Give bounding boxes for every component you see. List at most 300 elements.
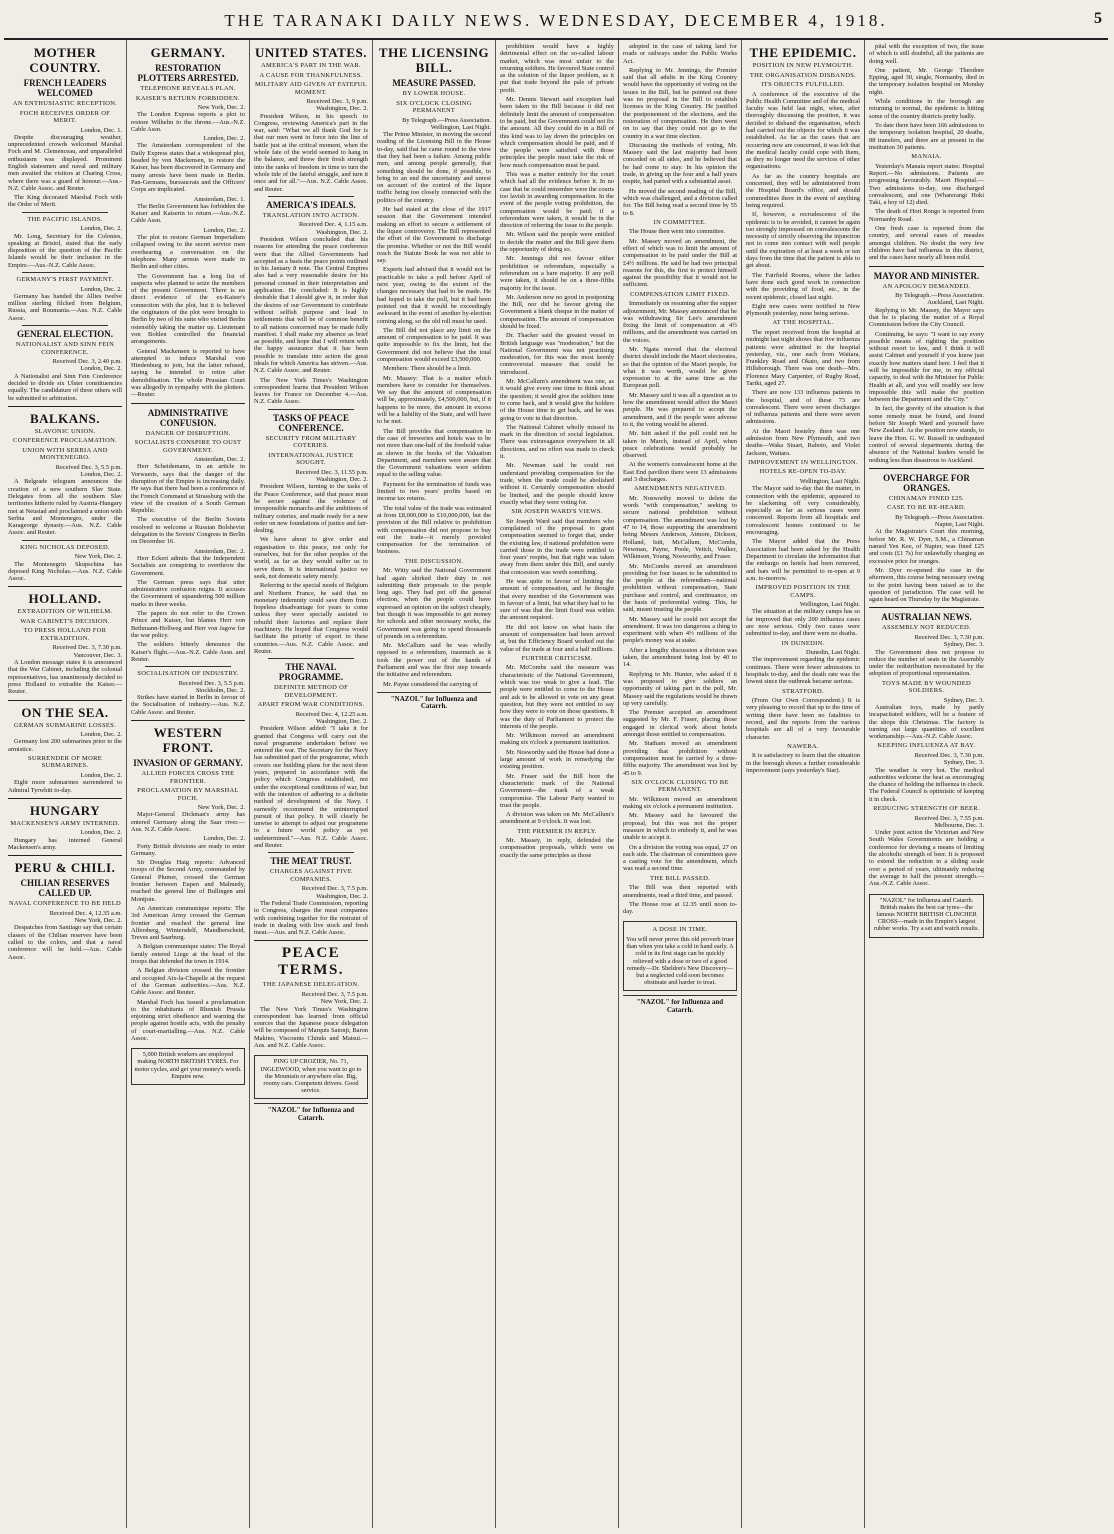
subhead: THE JAPANESE DELEGATION. [262, 981, 360, 989]
paragraph: The House then went into committee. [629, 228, 726, 236]
paragraph: Discussing the methods of voting, Mr. Massey said the last majority had been conceded on all sides, and he believed that he had come to stay. In his opinion the trade, in giving up the four and a half years respite, had parted with a substantial asset. [623, 141, 737, 186]
paragraph: Mr. Isitt asked if the poll could not be taken in March, instead of April, when peace celebrations would probably be observed. [623, 430, 737, 460]
paragraph: Sir Douglas Haig reports: Advanced troops of the Second Army, commanded by General Plumer, crossed the German frontier between Eupen and Malmedy, reached the general line of Bullingen and Montjoie. [131, 859, 245, 903]
paragraph: Germany lost 200 submarines prior to the armistice. [8, 738, 122, 753]
paragraph: Despatches from Santiago say that certain classes of the Chilian reserves have been called to the colors, and that a naval conference will be held.—Aus. Cable Assoc. [8, 924, 122, 961]
paragraph: One fresh case is reported from the country, and several cases of measles amongst children. No doubt the very few children have had influenza in this district, and the cases have nearly all been mild. [869, 225, 984, 262]
dateline: New York, Dec. 2. [197, 804, 245, 812]
paragraph: While conditions in the borough are returning to normal, the epidemic is hitting some of the country districts pretty badly. [869, 98, 984, 120]
subhead: SIX O'CLOCK CLOSING TO BE PERMANENT. [631, 778, 729, 794]
subhead: NAVAL CONFERENCE TO BE HELD [8, 900, 122, 908]
paragraph: The Fairfield Rooms, where the ladies have done such good work in connection with the providing of food, etc., in the recent epidemic, closed last night. [746, 271, 860, 301]
dateline: Received Dec. 3, 2.40 p.m. [52, 358, 122, 366]
dateline: Received Dec. 3, 9 p.m. [306, 98, 368, 105]
paragraph: Despite discouraging weather, unprecedented crowds welcomed Marshal Foch and M. Clemenceau, and unparalleled enthusiasm was displayed. Prominent English statesmen and naval and military men awaited the visitors at Charing Cross, where there was a guard of honour.—Aus.-N.Z. Cable Assoc. and Reuter. [8, 133, 122, 192]
paragraph: The Bill did not place any limit on the amount of compensation to be paid. It was quite impossible to fix the limit, but the Government did not believe that the total compensation would exceed £3,500,000. [377, 326, 491, 363]
dateline: Received Dec. 3, 7.5 p.m. [301, 885, 368, 893]
footer-ad: "NAZOL" for Influenza and Catarrh. [254, 1103, 368, 1122]
paragraph: The Montenegrin Skupschina has deposed King Nicholas.—Aus. N.Z. Cable Assoc. [8, 560, 122, 583]
ad-text: 5,000 British workers are employed making NORTH BRITISH TYRES. For motor cycles, and get your money's worth. Enquire now. [134, 1051, 242, 1080]
subhead: KING NICHOLAS DEPOSED. [20, 543, 110, 551]
dateline: Wellington, Last Night. [799, 477, 860, 485]
dateline: Received Dec. 4, 1.15 a.m. [298, 221, 368, 229]
paragraph: The report received from the hospital at midnight last night shows that five influenza patients were admitted to the hospital yesterday, viz., one each from Waitara, Frankley Road and Okato, and two from Hillsborough. There was one death—Mrs. Florence Mary Carpenter, of Rugby Road, Tariki, aged 27. [746, 328, 860, 387]
ad-text: PING UP CROZIER, No. 71, INGLEWOOD, when you want to go to the Mountain or anywhere else. Big, roomy cars. Competent drivers. Good service. [260, 1058, 362, 1095]
headline-mother-country: MOTHER COUNTRY. [29, 45, 101, 75]
paragraph: (From Our Own Correspondent.) It is very pleasing to record that up to the time of writing there have been no fatalities to record, and the reports from the various hospitals are all of a very favourable character. [746, 697, 860, 741]
paragraph: An American communique reports: The 3rd American Army crossed the German frontier and reached the general line Alfersberg, Wintersdelf, Mandherscheid, Treves and Saarburg. [131, 904, 245, 942]
subhead: AMERICA'S IDEALS. [266, 199, 356, 210]
dateline: Sydney, Dec. 3. [943, 696, 984, 704]
subhead: TRANSLATION INTO ACTION. [262, 211, 360, 219]
subhead: WAR CABINET'S DECISION. [20, 617, 110, 625]
paragraph: The total value of the trade was estimated at from £8,000,000 to £10,000,000, but the provision of the Bill relative to prohibition with compensation did not propose to buy out the trade—it merely provided compensation for the termination of business. [377, 504, 491, 556]
paragraph: Mr. Massey said he favoured the proposal, but this was not the proper measure in which to embody it, and he was unable to accept it. [623, 812, 737, 842]
ad-text: "NAZOL" for Influenza and Catarrh. British makes the best car tyres—the famous NORTH BRITISH CLINCHER CROSS—made in the Empire's largest rubber works. Try a set and watch results. [873, 896, 980, 933]
subhead: THE BILL PASSED. [649, 874, 711, 882]
dateline: Received Dec. 3, 7.30 p.m. [52, 644, 122, 652]
dateline: London, Dec. 2. [80, 225, 122, 233]
column-7 [742, 40, 865, 1528]
column-5 [496, 40, 619, 1528]
dateline: New York, Dec. 2. [74, 553, 122, 561]
paragraph: The Mayor added that the Press Association had been asked by the Health Department to circulate the information that the embargo on hotels had been removed, and bars will be permitted to re-open at 9 a.m. to-morrow. [746, 538, 860, 582]
dateline: Napier, Last Night. [934, 521, 984, 529]
paragraph: Payment for the termination of funds was limited to two years' profits based on income tax returns. [377, 480, 491, 503]
paragraph: He had stated at the close of the 1917 session that the Government intended making an effort to secure a settlement of the liquor controversy. The Bill represented the effort of the Government to discharge the promise. Whether or not the Bill would reach the Statute Book he was not able to say. [377, 206, 491, 265]
subhead: KEEPING INFLUENZA AT BAY. [877, 742, 976, 750]
paragraph: Mr. McCombs said the measure was characteristic of the National Government, which was too weak to give a lead. The people were entitled to come to the House and ask to be allowed to vote on any great question, but they were not entitled to say how they were to vote on those questions. It was the duty of Parliament to protect the interests of the people. [500, 664, 614, 730]
paragraph: Marshal Foch has issued a proclamation to the inhabitants of Rhenish Prussia enjoining strict obedience and warning the people against hostile acts, with the penalty of court-martialling.—Aus. N.Z. Cable Assoc. [131, 998, 245, 1042]
paragraph: After a lengthy discussion a division was taken, the amendment being lost by 40 to 14. [623, 646, 737, 669]
divider [22, 325, 108, 326]
subhead: SOCIALISTS CONSPIRE TO OUST GOVERNMENT. [134, 439, 242, 454]
paragraph: Mr. Wilkinson moved an amendment making six o'clock a permanent institution. [500, 732, 614, 747]
divider [268, 196, 354, 197]
divider [8, 406, 122, 407]
dateline: Received Dec. 3, 5.5 p.m. [178, 679, 245, 687]
paragraph: Strikes have started in Berlin in favour of the Socialisation of industry.—Aus. N.Z. Cable Assoc. and Reuter. [131, 694, 245, 716]
paragraph: President Wilson, turning to the tasks of the Peace Conference, said that peace must be secure against the violence of irresponsible monarchs and the ambitions of military coteries, and made ready for a new order on new foundations of justice and fair-dealing. [254, 483, 368, 535]
subhead: TOYS MADE BY WOUNDED SOLDIERS. [881, 679, 972, 695]
subhead: MAYOR AND MINISTER. [873, 270, 980, 281]
subhead: SURRENDER OF MORE SUBMARINES. [27, 754, 103, 770]
paragraph: To date there have been 166 admissions to the temporary isolation hospital, 20 deaths, 88 transfers, and there are at present in the institution 30 patients. [869, 121, 984, 151]
paragraph: The Bill provides that compensation in the case of breweries and hotels was to be not more than one-half of the freehold value as shown in the books of the Valuation Department, and members were aware that the Government valuations were seldom equal to the selling value. [377, 427, 491, 479]
paragraph: The weather is very hot. The medical authorities welcome the heat as encouraging the chance of holding the influenza in check. The Federal Council is optimistic of keeping it in check. [869, 766, 984, 803]
dateline: Sydney, Dec. 3. [943, 759, 984, 767]
subhead: MANAIA. [911, 153, 942, 161]
paragraph: Replying to Mr. Jennings, the Premier said that all adults in the King Country would have the opportunity of voting on the issues in the Bill, but he pointed out there was no proposal in the Bill to establish licenses in the King Country. He justified the postponement of the elections, and the restoration of compensation. He then went on to say that they could not go to the country in a war time election. [623, 66, 737, 140]
subhead: STRATFORD. [782, 687, 824, 695]
subhead: AN APOLOGY DEMANDED. [882, 282, 971, 290]
headline-holland: HOLLAND. [28, 591, 102, 607]
paragraph: At the women's convalescent home at the East End pavilion there were 13 admissions and 3 discharges. [623, 461, 737, 484]
paragraph: One patient, Mr. George Theodore Epping, aged 30, single, Normanby, died in the temporary isolation hospital on Monday night. [869, 66, 984, 96]
dateline: London, Dec. 2. [80, 771, 122, 779]
subhead: GERMAN SUBMARINE LOSSES. [13, 721, 116, 729]
paragraph: Mr. McCallum's amendment was one, as it would give every one time to think about the question; it would give the soldiers time to come back, and it would give the holders of the House time to get back, and he was going to vote in that direction. [500, 378, 614, 422]
footer-ad: "NAZOL" for Influenza and Catarrh. [623, 995, 737, 1014]
paragraph: A London message states it is announced that the War Cabinet, including the colonial representatives, has unanimously decided to press Holland to extradite the Kaiser.—Reuter. [8, 659, 122, 696]
dateline: London, Dec. 2. [203, 226, 245, 234]
subhead: BY LOWER HOUSE. [402, 90, 466, 97]
column-2 [127, 40, 250, 1528]
subhead: ADMINISTRATIVE CONFUSION. [147, 407, 229, 428]
paragraph: This was a matter entirely for the court which had all the evidence before it. In no case that he could remember were the courts too lavish in awarding compensation. In the event of the people voting prohibition, the compensation would be paid; if a referendum were taken, it would be in the direction of referring the issue to the people. [500, 171, 614, 230]
paragraph: Mr. Ngata moved that the electoral district should include the Maori electorates, so that the opinion of the Maori people, for what it was worth, would be given expression to at the same time as the European poll. [623, 345, 737, 390]
divider [8, 798, 122, 799]
dateline: Amsterdam, Dec. 2. [193, 547, 245, 555]
subhead: SIX O'CLOCK CLOSING PERMANENT [396, 99, 472, 114]
paragraph: The papers do not refer to the Crown Prince and Kaiser, but blames Herr von Bethmann-Hollweg and Herr von Jagow for the war policy. [131, 610, 245, 639]
dateline: By Telegraph.—Press Association. [402, 116, 491, 124]
paragraph: Germany has handed the Allies twelve million sterling filched from Belgium, Russia, and Roumania.—Aus. N.Z. Cable Assoc. [8, 292, 122, 322]
divider [8, 586, 122, 587]
dateline: Received Dec. 3, 7.5 p.m. [301, 990, 368, 998]
footer-ad: "NAZOL" for Influenza and Catarrh. [377, 692, 491, 711]
paragraph: The situation at the military camps has so far improved that only 200 influenza cases are now serious. Only two cases were submitted to-day, and there were no deaths. [746, 608, 860, 638]
advertisement-nazol-tyres [869, 894, 984, 938]
subhead: THE NAVAL PROGRAMME. [278, 662, 344, 683]
subhead: UNION WITH SERBIA AND MONTENEGRO. [22, 446, 108, 462]
headline-western-front: WESTERN FRONT. [153, 725, 223, 756]
paragraph: Mr. Massey said he could not accept the amendment. It was too dangerous a thing to experiment with when 4½ millions of the people's money was at stake. [623, 615, 737, 645]
dateline: New York, Dec. 2. [197, 104, 245, 111]
paragraph: Yesterday's Manaia report states: Hospital Report.—No admissions. Patients are progressing favourably. Maori Hospital.—Two admissions to-day, one discharged convalescent, and one (Wharerangi Hoki Taki, a boy of 12) died. [869, 162, 984, 207]
subhead: THE ORGANISATION DISBANDS. [749, 71, 857, 79]
subhead: REDUCING STRENGTH OF BEER. [873, 805, 980, 813]
paragraph: Eight more submarines surrendered to Admiral Tyrwhitt to-day. [8, 779, 122, 794]
subhead: AMENDMENTS NEGATIVED. [633, 485, 727, 493]
subhead: SLAVONIC UNION. [34, 427, 96, 435]
paragraph: Herr Scheidemann, in an article in Vorwaerts, says that the danger of the disruption of the Empire is increasing daily. He says that there had been a conference of the French Command at Strassburg with the view of the creation of a South German Republic. [131, 463, 245, 515]
subhead: THE PREMIER IN REPLY. [517, 827, 597, 835]
paragraph: Mr. Nosworthy moved to delete the words "with compensation," seeking to secure national prohibition without compensation. The amendment was lost by 47 to 14, those supporting the amendment being Messrs Anderson, Atmore, Dickson, Holland, Isitt, McCallum, McCombs, Newman, Payne, Poole, Veitch, Walker, Wilkinson, Young, Nosworthy, and Fraser. [623, 494, 737, 561]
paragraph: Eight new cases were notified in New Plymouth yesterday, none being serious. [746, 302, 860, 318]
paragraph: At the Magistrate's Court this morning, before Mr. R. W. Dyer, S.M., a Chinaman named Yen Kee, of Napier, was fined £25 and costs (£1 7s) for unlawfully charging an excessive price for oranges. [869, 528, 984, 565]
divider [22, 212, 108, 213]
paragraph: Forty British divisions are ready to enter Germany. [131, 842, 245, 857]
subhead: AUSTRALIAN NEWS. [881, 612, 972, 623]
paragraph: Mr. Long, Secretary for the Colonies, speaking at Bristol, stated that the early disposition of the question of the Pacific Islands would be their inclusion in the Empire.—Aus.-N.Z. Cable Assoc. [8, 232, 122, 269]
paragraph: The National Cabinet wholly missed its mark in the direction of social legislation. There was extravagance everywhere in all directions, and no effort was made to check it. [500, 423, 614, 461]
subhead: FRENCH LEADERS WELCOMED [23, 78, 107, 98]
paragraph: Dr. Thacker said the greatest vessel in British language was "moderation," but the National Government was not practising moderation, for this was the most keenly controversial measure that could be introduced. [500, 332, 614, 376]
divider [145, 666, 231, 667]
subhead: CONFERENCE PROCLAMATION. [13, 437, 117, 445]
divider [268, 852, 354, 853]
headline-balkans: BALKANS. [29, 410, 101, 426]
subhead: SOCIALISATION OF INDUSTRY. [137, 670, 239, 678]
subhead: COMPENSATION LIMIT FIXED. [630, 290, 730, 298]
paragraph: Mr. Massey said it was all a question as to how the amendment would affect the Maori people. He was prepared to accept the amendment, and if the people were adverse to it, the voting would be altered. [623, 391, 737, 428]
subhead: CASE TO BE RE-HEARD. [887, 504, 966, 512]
column-8 [865, 40, 988, 1528]
paragraph: The Federal Trade Commission, reporting to Congress, charges the meat companies with combining together for the restraint of trade in dealing with live stock and fresh meat.—Aus. and N.Z. Cable Assoc. [254, 899, 368, 937]
paragraph: A Belgrade telegram announces the creation of a new southern Slav State. Delegates from all the southern Slav territories hitherto ruled by Austria-Hungary met at Neustad and proclaimed a union with Serbia and Montenegro, under the Karageorge dynasty.—Aus. N.Z. Cable Assoc. and Reuter. [8, 478, 122, 537]
paragraph: Hungary has interned General Mackensen's army. [8, 836, 122, 851]
paragraph: In fact, the gravity of the situation is that some remedy must be found, and found before Sir Joseph Ward and yourself have New Zealand. As the position now stands, to leave the Hon. G. W. Russell in undisputed control of several departments during the absence of the National leaders would be nothing less than disastrous to Auckland. [869, 405, 984, 464]
paragraph: The Premier accepted an amendment suggested by Mr. F. Fraser, placing those engaged in clerical work about hotels amongst those entitled to compensation. [623, 709, 737, 739]
paragraph: The New York Times's Washington correspondent learns that President Wilson leaves for France on December 4.—Aus. N.Z. Cable Assoc. [254, 376, 368, 406]
paragraph: Mr. Wilson said the people were entitled to decide the matter and the Bill gave them the opportunity of doing so. [500, 231, 614, 254]
dateline: Stockholm, Dec. 2. [195, 686, 245, 694]
dateline: Received Dec. 3, 7.30 p.m. [914, 633, 984, 641]
paragraph: Members: There should be a limit. [383, 365, 472, 373]
subhead: ASSEMBLY NOT REDUCED. [882, 624, 971, 632]
divider [268, 658, 354, 659]
paragraph: President Wilson concluded that his reasons for attending the peace conference were that the Allied Governments had accepted as a basis the peace points outlined in his January 8 note. The Central Empires also had a very reasonable desire for his personal counsel in their interpretation and application. He concluded: It is highly desirable that I should give it, in order that the desires of our Government to contribute without selfish purpose and lead to settlements that will be of common benefit to all nations concerned may be made fully manifest. I shall make my absence as brief as possible, and hope that I will return with the happy assurance that it has been possible to translate into action the great ideals for which America has striven.—Aus. N.Z. Cable Assoc. and Reuter. [254, 235, 368, 375]
divider [869, 468, 984, 469]
paragraph: The New York Times's Washington correspondent has learned from official sources that the Japanese peace delegation will be composed of Marquis Saionji, Baron Makino, Viscounts Chinda and Matsui.—Aus. and N.Z. Cable Assoc. [254, 1005, 368, 1049]
dateline: London, Dec. 2. [80, 365, 122, 373]
subhead: DANGER OF DISRUPTION. [145, 429, 231, 437]
paragraph: The House rose at 12.35 until noon to-day. [623, 900, 737, 916]
paragraph: The Mayor said to-day that the matter, in connection with the epidemic, appeared to be slackening off very considerably, especially as far as serious cases were concerned. Reports from all hospitals and convalescent homes continued to be encouraging. [746, 485, 860, 537]
divider [254, 940, 368, 941]
headline-hungary: HUNGARY [29, 802, 101, 818]
paragraph: The King decorated Marshal Foch with the Order of Merit. [8, 194, 122, 209]
advertisement-dose [623, 921, 737, 991]
paragraph: Mr. Massey: That is a matter which members have to consider for themselves. We say that the amount of compensation will be, approximately, £4,500,000, but, if it happens to be more, the amount in excess will be a liability of the State, and will have to be met. [377, 374, 491, 426]
page-number: 5 [1094, 10, 1102, 27]
headline-on-the-sea: ON THE SEA. [21, 704, 109, 720]
dateline: Sydney, Dec. 3. [943, 641, 984, 649]
dateline: London, Dec. 2. [80, 471, 122, 479]
paragraph: Replying to Mr. Massey, the Mayor says that he is placing the matter of a Royal Commission before the City Council. [869, 306, 984, 329]
paragraph: Mr. Nosworthy said the House had done a large amount of work in remedying the existing position. [500, 748, 614, 771]
dateline: Washington, Dec. 2. [316, 105, 368, 113]
advertisement-crozier [254, 1055, 368, 1099]
column-1 [4, 40, 127, 1528]
paragraph: There are now 133 influenza patients in the hospital, and of these 73 are convalescent. There were seven discharges of influenza patients and there were seven admissions. [746, 389, 860, 426]
subhead: IMPROVED POSITION IN THE CAMPS. [755, 584, 851, 599]
paragraph: prohibition would have a highly detrimental effect on the so-called labour market, which was most unfair to the returning soldiers. He favoured State control as the solution of the liquor problem, as it put that trade beyond the pale of private profit. [500, 43, 614, 94]
subhead: FURTHER CRITICISM. [521, 654, 593, 662]
subhead: CHINAMAN FINED £25. [888, 494, 965, 502]
paragraph: Mr. Newman said he could not understand providing compensation for the trade, when the trade could be abolished without it. Certainly compensation should be limited, and the people should know exactly what they were voting for. [500, 462, 614, 506]
dateline: London, Dec. 2. [80, 829, 122, 837]
divider [22, 272, 108, 273]
paragraph: Mr. McCombs moved an amendment providing for four issues to be submitted to the people at the referendum—national prohibition without compensation, State purchase and control, and continuance, on the basis of preferential voting. This, he said, meant trusting the people. [623, 562, 737, 614]
dateline: By Telegraph.—Press Association. [895, 513, 984, 521]
dateline: By Telegraph.—Press Association. [895, 292, 984, 300]
subhead: DEFINITE METHOD OF DEVELOPMENT. [273, 684, 348, 699]
dateline: Received Dec. 3, 11.55 p.m. [295, 468, 368, 476]
paragraph: It is satisfactory to learn that the situation in the borough shows a further considerable improvement (says yesterday's Star). [746, 752, 860, 774]
subhead: NAWERA. [787, 742, 819, 750]
paragraph: Replying to Mr. Hunter, who asked if it was proposed to give soldiers an opportunity of taking part in the poll, Mr. Massey said the regulations would be drawn up very carefully. [623, 670, 737, 707]
dateline: London, Dec. 2. [203, 135, 245, 143]
paragraph: Major-General Dickman's army has entered Germany along the Saar river.—Aus. N.Z. Cable Assoc. [131, 811, 245, 833]
paragraph: He moved the second reading of the Bill, which was challenged, and a division called for. The Bill being read a second time by 55 to 8. [623, 187, 737, 217]
paragraph: We have about to give order and organisation to this peace, not only for ourselves, but for the other peoples of the world, as far as they would suffer us to serve them. It is international justice we seek, not domestic safety merely. [254, 536, 368, 580]
headline-epidemic: THE EPIDEMIC. [749, 45, 857, 60]
column-6 [619, 40, 742, 1528]
dateline: Received Dec. 3, 7.55 p.m. [914, 814, 984, 822]
subhead: ITS OBJECTS FULFILLED. [761, 81, 845, 88]
paragraph: The death of Hori Rongo is reported from Normanby Road. [869, 208, 984, 223]
subhead: THE PACIFIC ISLANDS. [27, 215, 103, 223]
advertisement-tyres [131, 1048, 245, 1085]
divider [268, 409, 354, 410]
divider [131, 720, 245, 721]
paragraph: The Prime Minister, in moving the second reading of the Licensing Bill in the House to-day, said that he came round to the view that they had been a failure. Among public men, and among people generally, that something should be done, if possible, to bring to an end the uncertainty and unrest on account of the control of the liquor traffic being too closely connected with the politics of the country. [377, 131, 491, 204]
dateline: Vancouver, Dec. 3. [73, 651, 122, 659]
paragraph: Mr. Massey, in reply, defended the compensation proposals, which were on exactly the same principles as those [500, 837, 614, 859]
paragraph: President Wilson, in his speech to Congress, reviewing America's part in the war, said: "What we all thank God for is that our men went in force into the line of battle just at the critical moment, when the whole fate of the world seemed to hang in the balance, and threw their fresh strength into the ranks of freedom in time to turn the whole tide of the fateful struggle, and turn it once and for all."—Aus. N.Z. Cable Assoc. and Reuter. [254, 112, 368, 193]
subhead: SIR JOSEPH WARD'S VIEWS. [511, 508, 603, 516]
dateline: London, Dec. 2. [203, 835, 245, 843]
divider [8, 700, 122, 701]
paragraph: Australian toys, made by partly incapacitated soldiers, will be a feature of the shops this Christmas. The factory is turning out large quantities of excellent workmanship.—Aus.-N.Z. Cable Assoc. [869, 703, 984, 741]
subhead: AT THE HOSPITAL. [772, 319, 834, 327]
paragraph: General Mackensen is reported to have attempted to induce Marshal von Hindenburg to join, but the latter refused, saying he intended to retire after demobilisation. The whole Prussian Court was allegedly in sympathy with the plotters.—Reuter. [131, 347, 245, 399]
dateline: Washington, Dec. 2. [316, 476, 368, 484]
paragraph: Mr. Payne considered the carrying of [383, 680, 478, 688]
dateline: Washington, Dec. 2. [316, 228, 368, 236]
paragraph: A Belgian division crossed the frontier and occupied Aix-la-Chapelle at the request of the German authorities.—Aus. N.Z. Cable Assoc. and Reuter. [131, 967, 245, 997]
subhead: TASKS OF PEACE CONFERENCE. [272, 412, 349, 433]
dateline: London, Dec. 2. [80, 285, 122, 293]
dateline: Received Dec. 4, 12.25 a.m. [295, 710, 368, 718]
paragraph: The executive of the Berlin Soviets resolved to welcome a Russian Bolshevist delegation to the Soviets' Congress in Berlin on December 16. [131, 516, 245, 546]
paragraph: pital with the exception of two, the issue of which is still doubtful, all the patients are doing well. [869, 43, 984, 65]
paragraph: Sir Joseph Ward said that members who complained of the proposal to grant compensation seemed to forget that, under the existing law, if national prohibition were carried those in the trade were entitled to four years' respite, but that right was taken away from them under this Bill, and surely that concession was worth something. [500, 517, 614, 576]
dateline: Washington, Dec. 2. [316, 892, 368, 900]
subhead: THE MEAT TRUST. [270, 856, 352, 867]
paragraph: At the Maori hostelry there was one admission from New Plymouth, and two deaths—Waka Stuart, Raboto, and Violet Jackson, Waitara. [746, 427, 860, 457]
paragraph: The Government has a long list of suspects who planned to seize the members of the present Government. There is no direct evidence of the ex-Kaiser's connection with the plot, but it is believed the originators of the plot were brought to Berlin by two of his suite who visited Berlin ostensibly taking the matter up. Lieutenant von Bohlen controlled the financial arrangements. [131, 272, 245, 346]
paragraph: Mr. McCallum said he was wholly opposed to a referendum, inasmuch as it took the power out of the hands of Parliament and was the first step towards the initiative and referendum. [377, 642, 491, 679]
subhead: ALLIED FORCES CROSS THE FRONTIER. [141, 770, 235, 785]
paragraph: The Government does not propose to reduce the number of seats in the Assembly under the redistribution necessitated by the adoption of proportional representation. [869, 648, 984, 678]
paragraph: The Bill was then reported with amendments, read a third time, and passed. [623, 884, 737, 899]
subhead: PROCLAMATION BY MARSHAL FOCH. [137, 787, 239, 802]
paragraph: As far as the country hospitals are concerned, they will be administered from the Hospital Board's office, and should commodities there in the event of anything being required. [746, 172, 860, 209]
subhead: MILITARY AID GIVEN AT FATEFUL MOMENT. [254, 81, 368, 96]
paragraph: President Wilson added: "I take it for granted that Congress will carry out the naval programme undertaken before we entered the war. The Secretary for the Navy has submitted part of the programme, which covers our building plans for the next three years, prepared in accordance with the policy which Congress established, not under the exceptional conditions of war, but with the intention of adhering to a definite method of development of the Navy. I earnestly recommend the uninterrupted pursuit of that policy. It will clearly be unwise to attempt to adjust our programme to a future world policy as yet undetermined."—Aus. N.Z. Cable Assoc. and Reuter. [254, 725, 368, 850]
dateline: Washington, Dec. 2. [316, 718, 368, 725]
subhead: EXTRADITION OF WILHELM. [17, 608, 113, 616]
dateline: Received Dec. 3, 7.30 p.m. [914, 751, 984, 759]
subhead: CHILIAN RESERVES CALLED UP. [20, 878, 110, 899]
divider [22, 540, 108, 541]
dateline: New York, Dec. 2. [320, 998, 368, 1006]
subhead: OVERCHARGE FOR ORANGES. [883, 472, 970, 493]
subhead: GERMANY'S FIRST PAYMENT. [16, 276, 114, 284]
dateline: Amsterdam, Dec. 2. [193, 456, 245, 464]
paragraph: The soldiers bitterly denounce the Kaiser's flight.—Aus.-N.Z. Cable Assn. and Reuter. [131, 641, 245, 663]
paragraph: A Nationalist and Sinn Fein Conference decided to divide six Ulster constituencies equally. The candidature of three others will be submitted to arbitration. [8, 372, 122, 402]
column-3 [250, 40, 373, 1528]
paragraph: Mr. Massey moved an amendment, the effect of which was to limit the amount of compensation to be paid under the Bill at £4½ millions. He said he had two principal reasons for this, the first to protect himself against the possibility that it would not be sufficient. [623, 237, 737, 289]
subhead: IMPROVEMENT IN WELLINGTON. [748, 458, 858, 466]
subhead: INVASION OF GERMANY. [133, 758, 243, 769]
paragraph: Mr. Dennis Stewart said exception had been taken to the Bill because it did not definitely limit the amount of compensation to be paid, but the Government could not fix the amount. All they could do in a Bill of this kind was to lay down the principles on which compensation should be paid, and if the people were satisfied with those principles the people must take the risk of how much compensation must be paid. [500, 96, 614, 169]
dateline: London, Dec. 1. [80, 126, 122, 134]
subhead: NATIONALIST AND SINN FEIN CONFERENCE. [15, 341, 115, 356]
dateline: Dunedin, Last Night. [806, 649, 860, 657]
column-4 [373, 40, 496, 1528]
subhead: MACKENSEN'S ARMY INTERNED. [10, 819, 120, 827]
subhead: POSITION IN NEW PLYMOUTH. [752, 62, 854, 69]
paragraph: A division was taken on Mr. McCallum's amendment at 9 o'clock. It was lost. [500, 811, 614, 826]
subhead: GENERAL ELECTION. [16, 329, 114, 340]
subhead: SECURITY FROM MILITARY COTERIES. [265, 434, 357, 450]
masthead-title: THE TARANAKI DAILY NEWS. WEDNESDAY, DECEMBER 4, 1918. [224, 11, 888, 30]
paragraph: Mr. Witty said the National Government had again shirked their duty in not submitting their proposals to the people long ago. They had put off the general election, when the people could have expressed an opinion on the subject cheaply, but though it was impossible to get money for schools and other necessary works, the Government was going to spend thousands of pounds on a referendum. [377, 567, 491, 640]
paragraph: A Belgian communique states: The Royal family entered Liege at the head of the troops that defended the town in 1914. [131, 943, 245, 966]
ad-text: You will never prove this old proverb truer than when you take a cold in hand early. A cold in its first stage can be quickly relieved with a dose or two of a good remedy—Dr. Sheldon's New Discovery—but a neglected cold soon becomes obstinate and harder to treat. [626, 935, 734, 987]
paragraph: Under joint action the Victorian and New South Wales Governments are holding a conference for devising a means of limiting the alcoholic strength of beer. It is proposed to extend the reduction in a sliding scale over a period of years, ultimately reducing the average to half the present strength.—Aus.-N.Z. Cable Assoc. [869, 829, 984, 888]
headline-peru-chili: PERU & CHILI. [14, 860, 116, 876]
paragraph: The Berlin Government has forbidden the Kaiser and Kaiserin to return.—Aus.-N.Z. Cable Assn. [131, 202, 245, 225]
subhead: TELEPHONE REVEALS PLAN. [140, 85, 236, 92]
paragraph: If, however, a recrudescence of the epidemic is to be avoided, it cannot be again too strongly impressed on convalescents the necessity of strictly observing the injunction not to come into contact with well people until the expiration of at least a week or ten days from the time that the patient is able to get about. [746, 211, 860, 270]
paragraph: He was quite in favour of limiting the amount of compensation, and he thought that every member of the Government was in favour of a limit, but what they had to be sure of was that the limit fixed was within the amount required. [500, 577, 614, 622]
divider [131, 403, 245, 404]
paragraph: Mr. Anderson now no good in postponing the Bill, nor did he favour giving the Government a blank cheque in the matter of compensation. The amount of compensation should be fixed. [500, 293, 614, 330]
subhead: A DOSE IN TIME. [652, 926, 708, 934]
paragraph: A conference of the executive of the Public Health Committee and of the medical faculty was held last night, when, after thoroughly discussing the position, it was decided to disband the organisation, which had carried out the objects for which it was established. As far as the cases that are occurring now are concerned, it was felt that the medical faculty could cope with them, as they no longer need the services of other organisations. [746, 90, 860, 171]
headline-germany: GERMANY. [150, 45, 226, 60]
headline-peace-terms: PEACE TERMS. [277, 945, 345, 979]
subhead: THE DISCUSSION. [404, 557, 464, 565]
divider [869, 266, 984, 267]
columns [4, 40, 1108, 1528]
dateline: Received Dec. 4, 12.35 a.m. [49, 909, 122, 917]
dateline: Amsterdam, Dec. 1. [193, 195, 245, 203]
paragraph: The German press says that utter administrative confusion reigns. It accuses the Government of squandering 500 million marks in three weeks. [131, 578, 245, 608]
dateline: Wellington, Last Night. [799, 601, 860, 609]
dateline: Received Dec. 3, 5.5 p.m. [55, 463, 122, 471]
divider [869, 607, 984, 608]
subhead: KAISER'S RETURN FORBIDDEN. [135, 94, 241, 102]
subhead: APART FROM WAR CONDITIONS. [257, 701, 365, 709]
subhead: TO PRESS HOLLAND FOR EXTRADITION. [23, 627, 107, 642]
paragraph: The improvement regarding the epidemic continues. There were fewer admissions to hospitals to-day, and the death rate was the lowest since the outbreak became serious. [746, 656, 860, 686]
headline-licensing-bill: THE LICENSING BILL. [378, 45, 490, 75]
subhead: AMERICA'S PART IN THE WAR. [261, 62, 361, 69]
subhead: INTERNATIONAL JUSTICE SOUGHT. [268, 451, 354, 467]
dateline: Auckland, Last Night. [927, 299, 984, 307]
paragraph: The Amsterdam correspondent of the Daily Express states that a widespread plot, headed by von Mackensen, to restore the Kaiser, has been discovered in Germany and many arrests have been made in Berlin. Pan-Germans, bureaucrats and the Officers' Corps are implicated. [131, 142, 245, 194]
paragraph: Mr. Dyer re-opened the case in the afternoon, this course being necessary owing to the point having been raised as to the question of jurisdiction. The case will be again heard on Thursday by the Magistrate. [869, 566, 984, 604]
paragraph: Mr. Jennings did not favour either prohibition or referendum, especially a referendum on a bare majority. If any poll were taken, it should be on a three-fifths majority for the issue. [500, 255, 614, 292]
subhead: MEASURE PASSED. [392, 78, 476, 88]
subhead: HOTELS RE-OPEN TO-DAY. [759, 468, 847, 476]
paragraph: The London Express reports a plot to restore Wilhelm to the throne.—Aus.-N.Z. Cable Assn. [131, 111, 245, 133]
paragraph: Mr. Wilkinson moved an amendment making six o'clock a permanent institution. [623, 795, 737, 811]
headline-united-states: UNITED STATES. [255, 45, 367, 60]
paragraph: Immediately on resuming after the supper adjournment, Mr. Massey announced that he was withdrawing Sir Lee's amendment fixing the limit of compensation at 4½ millions, and the amendment was carried on the voices. [623, 300, 737, 344]
paragraph: Mr. Fraser said the Bill bore the characteristic mark of the National Government—the mark of a weak compromise. The Labour Party wanted to trust the people. [500, 772, 614, 809]
subhead: CHARGES AGAINST FIVE COMPANIES. [269, 868, 353, 883]
subhead: RESTORATION PLOTTERS ARRESTED. [137, 63, 239, 83]
subhead: IN COMMITTEE. [653, 218, 707, 226]
paragraph: On a division the voting was equal, 27 on each side. The chairman of committees gave a casting vote for the amendment, which was read a second time. [623, 843, 737, 873]
paragraph: He did not know on what basis the amount of compensation had been arrived at, but the Efficiency Board worked out the value of the trade at four and a half millions. [500, 623, 614, 653]
dateline: Melbourne, Dec. 3. [934, 821, 984, 829]
subhead: AN ENTHUSIASTIC RECEPTION. [12, 100, 118, 107]
divider [8, 855, 122, 856]
subhead: FOCH RECEIVES ORDER OF MERIT. [19, 109, 111, 124]
dateline: London, Dec. 2. [80, 731, 122, 739]
dateline: New York, Dec. 2. [74, 917, 122, 925]
paragraph: Mr. Statham moved an amendment providing that prohibition without compensation must be carried by a three-fifths majority. The amendment was lost by 45 to 9. [623, 740, 737, 777]
